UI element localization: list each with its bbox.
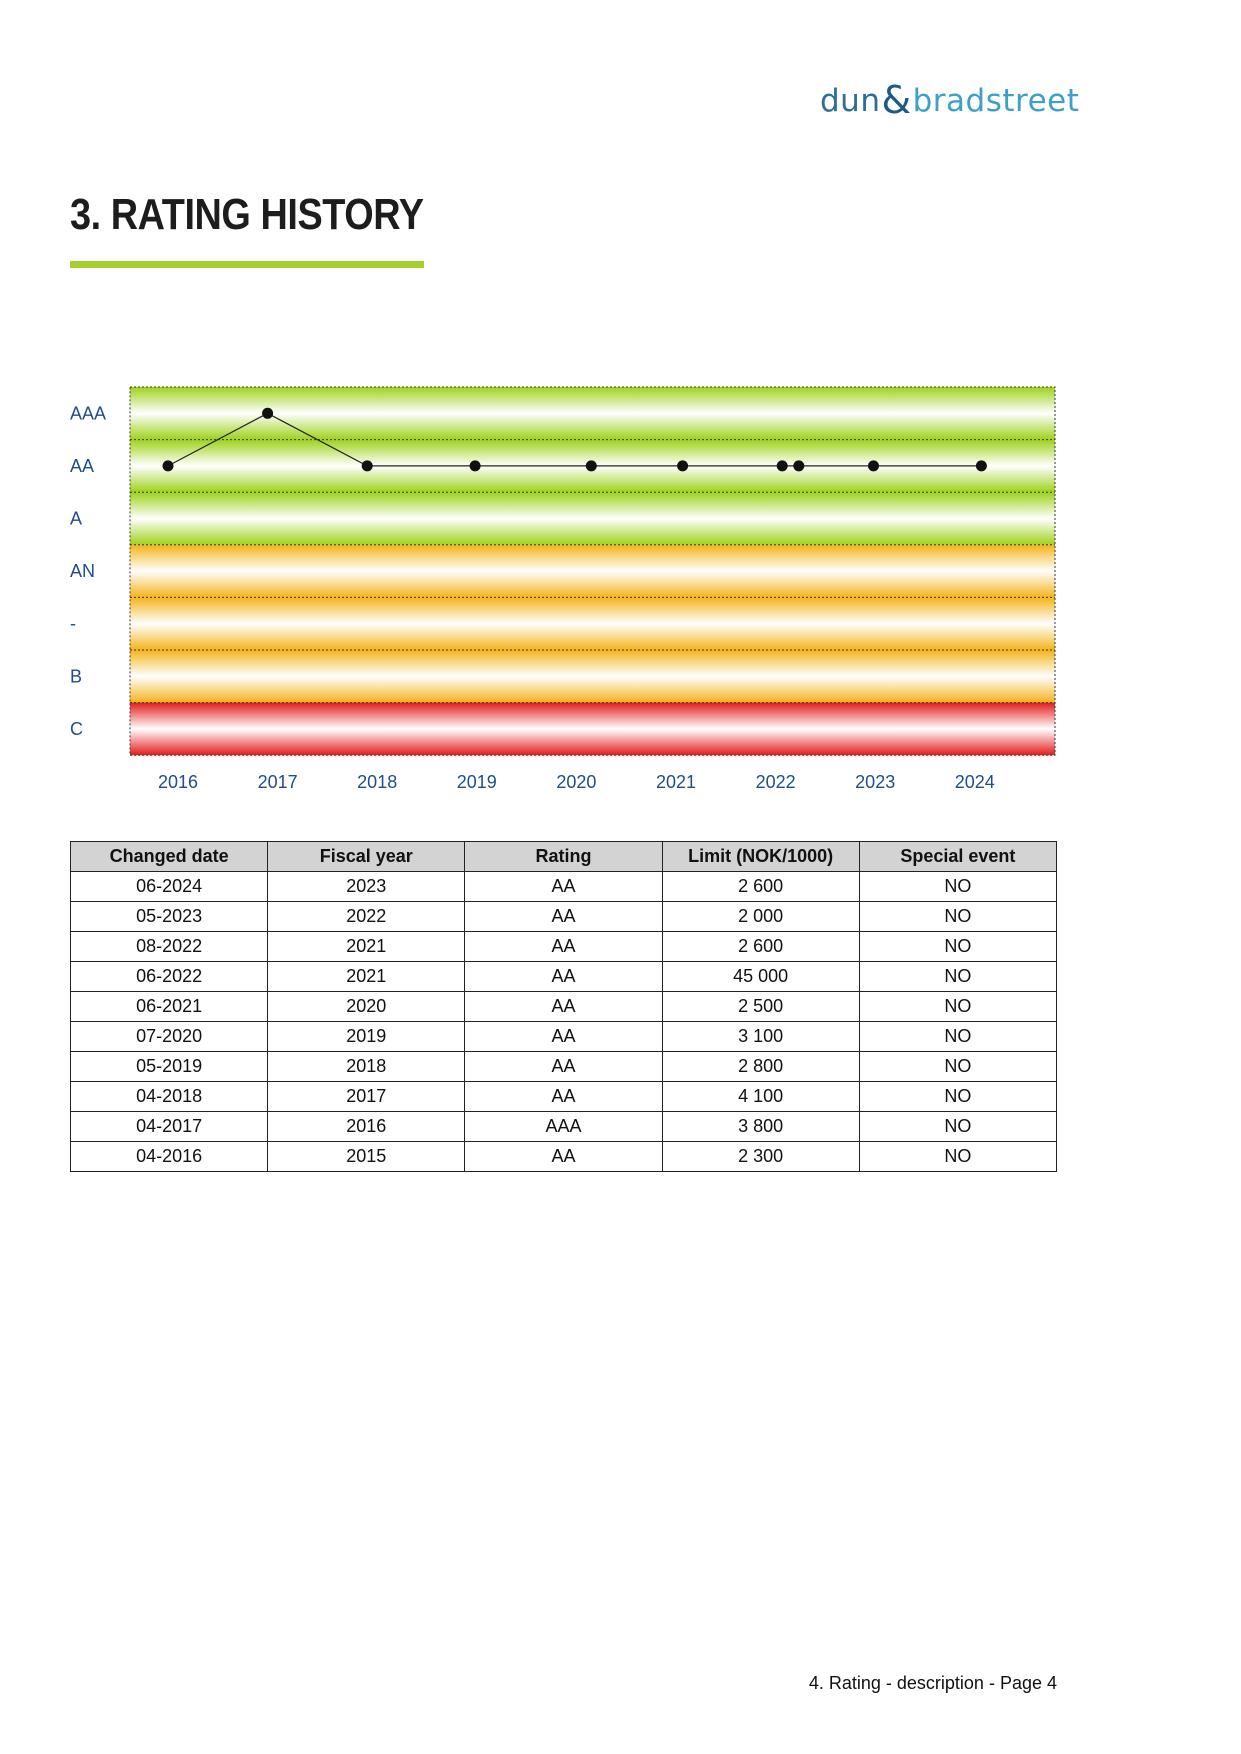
table-row — [71, 932, 1057, 962]
table-cell: 4 100 — [662, 1082, 859, 1112]
table-cell: 06-2022 — [71, 962, 268, 992]
table-cell: 2021 — [268, 962, 465, 992]
page-footer: 4. Rating - description - Page 4 — [808, 1673, 1057, 1693]
y-tick-label: C — [70, 718, 83, 739]
table-row — [71, 992, 1057, 1022]
table-cell: NO — [859, 1052, 1056, 1082]
table-cell: AA — [465, 1022, 662, 1052]
table-cell: 2 800 — [662, 1052, 859, 1082]
title-underline — [70, 261, 424, 268]
table-cell: 2 500 — [662, 992, 859, 1022]
rating-history-chart — [60, 378, 1070, 808]
table-header-row — [71, 842, 1057, 872]
rating-band — [130, 650, 1055, 703]
table-cell: 2021 — [268, 932, 465, 962]
data-point — [868, 460, 879, 471]
x-tick-label: 2023 — [855, 772, 896, 793]
table-cell: NO — [859, 872, 1056, 902]
table-row — [71, 1022, 1057, 1052]
table-row — [71, 902, 1057, 932]
table-cell: NO — [859, 992, 1056, 1022]
table-cell: NO — [859, 932, 1056, 962]
x-tick-label: 2022 — [755, 772, 796, 793]
data-point — [976, 460, 987, 471]
rating-band — [130, 545, 1055, 598]
table-cell: AA — [465, 902, 662, 932]
table-cell: 04-2016 — [71, 1142, 268, 1172]
table-cell: 2 600 — [662, 872, 859, 902]
column-header: Fiscal year — [268, 842, 465, 872]
table-row — [71, 1052, 1057, 1082]
y-tick-label: AN — [70, 561, 96, 582]
y-tick-label: B — [70, 666, 83, 687]
table-cell: 3 800 — [662, 1112, 859, 1142]
column-header: Limit (NOK/1000) — [662, 842, 859, 872]
x-tick-label: 2018 — [357, 772, 398, 793]
data-point — [262, 408, 273, 419]
y-tick-label: - — [70, 613, 76, 634]
table-cell: NO — [859, 1082, 1056, 1112]
table-cell: 04-2017 — [71, 1112, 268, 1142]
table-cell: 2016 — [268, 1112, 465, 1142]
table-cell: NO — [859, 1142, 1056, 1172]
table-cell: NO — [859, 902, 1056, 932]
column-header: Special event — [859, 842, 1056, 872]
table-cell: 05-2019 — [71, 1052, 268, 1082]
rating-band — [130, 703, 1055, 756]
table-cell: AAA — [465, 1112, 662, 1142]
rating-bands — [130, 387, 1055, 755]
data-point — [163, 460, 174, 471]
table-cell: 06-2024 — [71, 872, 268, 902]
dnb-logo — [820, 76, 1080, 124]
table-cell: AA — [465, 992, 662, 1022]
logo-ampersand: & — [881, 78, 912, 122]
table-cell: NO — [859, 1112, 1056, 1142]
data-point — [470, 460, 481, 471]
table-cell: AA — [465, 932, 662, 962]
section-title: 3. RATING HISTORY — [70, 190, 424, 239]
table-cell: AA — [465, 962, 662, 992]
rating-band — [130, 597, 1055, 650]
rating-history-table — [70, 841, 1057, 1172]
x-tick-label: 2020 — [556, 772, 597, 793]
table-cell: 3 100 — [662, 1022, 859, 1052]
table-cell: 08-2022 — [71, 932, 268, 962]
y-tick-label: A — [70, 508, 83, 529]
logo-text-bradstreet: bradstreet — [912, 83, 1080, 119]
table-cell: NO — [859, 1022, 1056, 1052]
table-cell: 2023 — [268, 872, 465, 902]
table-cell: 2017 — [268, 1082, 465, 1112]
rating-band — [130, 492, 1055, 545]
data-point — [793, 460, 804, 471]
table-row — [71, 1142, 1057, 1172]
data-point — [677, 460, 688, 471]
table-row — [71, 1112, 1057, 1142]
table-cell: 2 300 — [662, 1142, 859, 1172]
table-cell: 2019 — [268, 1022, 465, 1052]
x-axis-labels — [158, 772, 995, 792]
table-cell: AA — [465, 872, 662, 902]
table-cell: NO — [859, 962, 1056, 992]
data-point — [777, 460, 788, 471]
column-header: Changed date — [71, 842, 268, 872]
table-row — [71, 872, 1057, 902]
table-cell: 07-2020 — [71, 1022, 268, 1052]
table-cell: AA — [465, 1142, 662, 1172]
table-row — [71, 962, 1057, 992]
column-header: Rating — [465, 842, 662, 872]
table-cell: 05-2023 — [71, 902, 268, 932]
logo-text-dun: dun — [820, 83, 881, 119]
table-cell: 2 000 — [662, 902, 859, 932]
x-tick-label: 2024 — [954, 772, 995, 793]
table-cell: 06-2021 — [71, 992, 268, 1022]
table-cell: 2022 — [268, 902, 465, 932]
table-cell: 2020 — [268, 992, 465, 1022]
table-cell: 04-2018 — [71, 1082, 268, 1112]
y-tick-label: AA — [70, 455, 95, 476]
table-cell: 45 000 — [662, 962, 859, 992]
table-body — [71, 872, 1057, 1172]
table-row — [71, 1082, 1057, 1112]
x-tick-label: 2017 — [257, 772, 298, 793]
data-point — [586, 460, 597, 471]
x-tick-label: 2016 — [157, 772, 199, 793]
table-cell: 2 600 — [662, 932, 859, 962]
table-cell: AA — [465, 1082, 662, 1112]
y-tick-label: AAA — [70, 403, 107, 424]
table-cell: 2018 — [268, 1052, 465, 1082]
table-cell: AA — [465, 1052, 662, 1082]
table-cell: 2015 — [268, 1142, 465, 1172]
data-point — [362, 460, 373, 471]
x-tick-label: 2019 — [456, 772, 497, 793]
y-axis-labels — [70, 403, 106, 739]
x-tick-label: 2021 — [655, 772, 697, 793]
